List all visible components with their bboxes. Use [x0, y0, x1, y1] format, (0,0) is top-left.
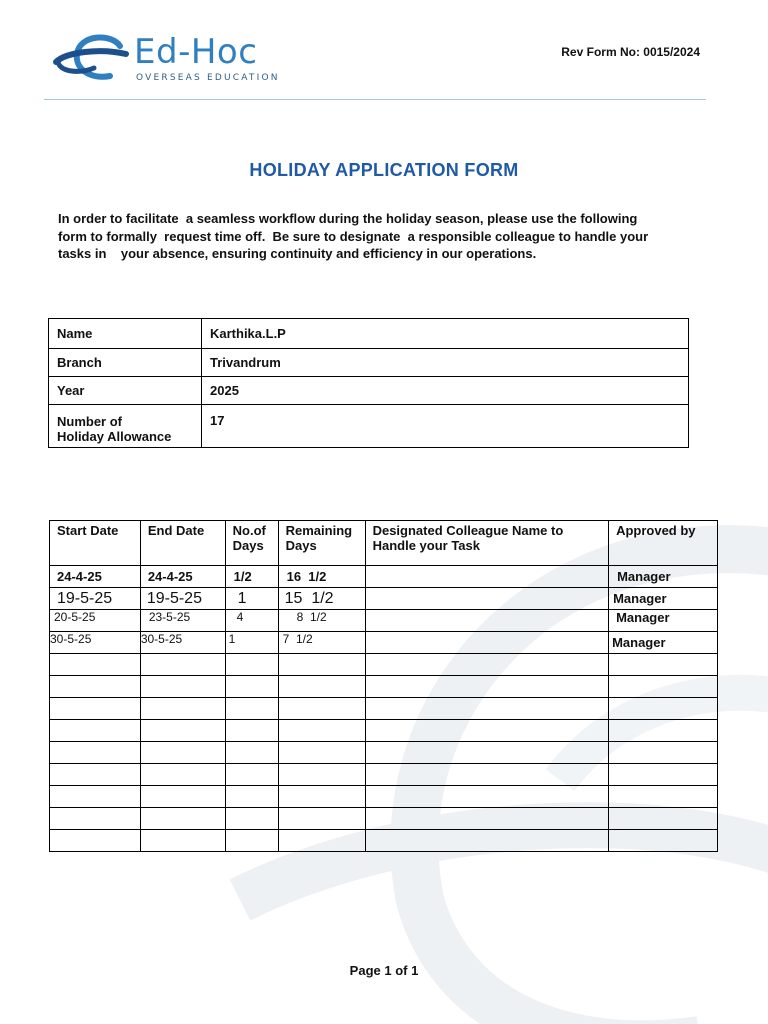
end-date-cell[interactable] [140, 654, 225, 676]
colleague-cell[interactable] [365, 786, 609, 808]
table-row-empty [50, 808, 718, 830]
days-cell[interactable]: 1 [225, 588, 278, 610]
header-line: Remaining [285, 523, 353, 538]
approved-by-cell[interactable] [609, 830, 718, 852]
end-date-cell[interactable]: 19-5-25 [140, 588, 225, 610]
allowance-label [49, 405, 202, 448]
colleague-cell[interactable] [365, 632, 609, 654]
start-date-cell[interactable] [50, 698, 141, 720]
days-cell[interactable] [225, 786, 278, 808]
table-row-empty [50, 786, 718, 808]
end-date-cell[interactable]: 30-5-25 [140, 632, 225, 654]
remaining-days-cell[interactable]: 15 1/2 [278, 588, 365, 610]
table-row-empty [50, 764, 718, 786]
approved-by-cell[interactable] [609, 720, 718, 742]
table-row [50, 610, 718, 632]
table-row-empty [50, 698, 718, 720]
header-line: No.of [232, 523, 266, 538]
approved-by-cell[interactable]: Manager [609, 632, 718, 654]
end-date-cell[interactable] [140, 808, 225, 830]
remaining-days-cell[interactable] [278, 654, 365, 676]
header-line: Designated Colleague Name to [372, 523, 564, 538]
intro-line: form to formally request time off. Be sure to designate a responsible colleague to handle your [58, 228, 649, 244]
table-row [50, 566, 718, 588]
days-cell[interactable] [225, 676, 278, 698]
rev-form-number: Rev Form No: 0015/2024 [561, 45, 700, 59]
days-cell[interactable]: 4 [225, 610, 278, 632]
approved-by-cell[interactable]: Manager [609, 588, 718, 610]
days-cell[interactable] [225, 654, 278, 676]
days-cell[interactable] [225, 764, 278, 786]
start-date-cell[interactable] [50, 742, 141, 764]
remaining-days-cell[interactable] [278, 676, 365, 698]
start-date-cell[interactable] [50, 830, 141, 852]
branch-label: Branch [49, 349, 202, 377]
end-date-cell[interactable] [140, 742, 225, 764]
days-cell[interactable] [225, 808, 278, 830]
end-date-cell[interactable] [140, 698, 225, 720]
table-row [50, 588, 718, 610]
leave-table-header-row [50, 521, 718, 566]
remaining-days-cell[interactable] [278, 808, 365, 830]
end-date-cell[interactable]: 23-5-25 [140, 610, 225, 632]
days-cell[interactable]: 1 [225, 632, 278, 654]
approved-by-cell[interactable] [609, 764, 718, 786]
intro-line: In order to facilitate a seamless workflow during the holiday season, please use the following [58, 211, 638, 226]
approved-by-cell[interactable] [609, 786, 718, 808]
remaining-days-cell[interactable] [278, 786, 365, 808]
start-date-cell[interactable] [50, 676, 141, 698]
colleague-cell[interactable] [365, 764, 609, 786]
remaining-days-cell[interactable] [278, 742, 365, 764]
remaining-days-cell[interactable] [278, 698, 365, 720]
employee-info-table [48, 318, 689, 448]
colleague-cell[interactable] [365, 720, 609, 742]
col-header-end-date: End Date [140, 521, 225, 566]
remaining-days-cell[interactable]: 8 1/2 [278, 610, 365, 632]
days-cell[interactable]: 1/2 [225, 566, 278, 588]
leave-log-table [49, 520, 718, 852]
name-label: Name [49, 319, 202, 349]
table-row-empty [50, 720, 718, 742]
approved-by-cell[interactable]: Manager [609, 610, 718, 632]
table-row-empty [50, 742, 718, 764]
allowance-label-line: Number of [57, 414, 122, 429]
start-date-cell[interactable]: 19-5-25 [50, 588, 141, 610]
days-cell[interactable] [225, 830, 278, 852]
table-row-empty [50, 654, 718, 676]
end-date-cell[interactable] [140, 676, 225, 698]
start-date-cell[interactable] [50, 654, 141, 676]
colleague-cell[interactable] [365, 698, 609, 720]
approved-by-cell[interactable] [609, 698, 718, 720]
approved-by-cell[interactable] [609, 808, 718, 830]
approved-by-cell[interactable] [609, 654, 718, 676]
colleague-cell[interactable] [365, 610, 609, 632]
header-divider [44, 99, 706, 100]
year-value[interactable]: 2025 [202, 377, 689, 405]
intro-paragraph [58, 210, 658, 263]
remaining-days-cell[interactable]: 16 1/2 [278, 566, 365, 588]
remaining-days-cell[interactable]: 7 1/2 [278, 632, 365, 654]
col-header-remaining-days [278, 521, 365, 566]
info-row-year [49, 377, 689, 405]
intro-line: tasks in your absence, ensuring continuity and efficiency in our operations. [58, 246, 537, 261]
colleague-cell[interactable] [365, 742, 609, 764]
colleague-cell[interactable] [365, 808, 609, 830]
col-header-start-date: Start Date [50, 521, 141, 566]
logo-swoosh-icon [50, 32, 132, 88]
header-line: Days [232, 538, 264, 553]
table-row-empty [50, 676, 718, 698]
colleague-cell[interactable] [365, 566, 609, 588]
page-title: HOLIDAY APPLICATION FORM [249, 160, 519, 180]
end-date-cell[interactable]: 24-4-25 [140, 566, 225, 588]
days-cell[interactable] [225, 698, 278, 720]
start-date-cell[interactable]: 30-5-25 [50, 632, 141, 654]
end-date-cell[interactable] [140, 786, 225, 808]
header-line: Handle your Task [372, 538, 480, 553]
end-date-cell[interactable] [140, 830, 225, 852]
colleague-cell[interactable] [365, 676, 609, 698]
allowance-value[interactable]: 17 [202, 405, 689, 448]
branch-value[interactable]: Trivandrum [202, 349, 689, 377]
days-cell[interactable] [225, 720, 278, 742]
info-row-allowance [49, 405, 689, 448]
start-date-cell[interactable] [50, 764, 141, 786]
header-line: Days [285, 538, 317, 553]
col-header-approved-by: Approved by [609, 521, 718, 566]
start-date-cell[interactable] [50, 808, 141, 830]
info-row-branch [49, 349, 689, 377]
colleague-cell[interactable] [365, 654, 609, 676]
days-cell[interactable] [225, 742, 278, 764]
logo-subtitle: OVERSEAS EDUCATION [136, 73, 280, 83]
col-header-colleague [365, 521, 609, 566]
remaining-days-cell[interactable] [278, 764, 365, 786]
allowance-label-line: Holiday Allowance [57, 429, 172, 444]
name-value[interactable]: Karthika.L.P [202, 319, 689, 349]
col-header-days [225, 521, 278, 566]
table-row [50, 632, 718, 654]
page-number: Page 1 of 1 [349, 963, 419, 978]
start-date-cell[interactable] [50, 720, 141, 742]
table-row-empty [50, 830, 718, 852]
start-date-cell[interactable]: 24-4-25 [50, 566, 141, 588]
approved-by-cell[interactable] [609, 742, 718, 764]
info-row-name [49, 319, 689, 349]
start-date-cell[interactable]: 20-5-25 [50, 610, 141, 632]
logo-name: Ed-Hoc [134, 32, 258, 72]
start-date-cell[interactable] [50, 786, 141, 808]
remaining-days-cell[interactable] [278, 720, 365, 742]
colleague-cell[interactable] [365, 830, 609, 852]
colleague-cell[interactable] [365, 588, 609, 610]
approved-by-cell[interactable] [609, 676, 718, 698]
end-date-cell[interactable] [140, 720, 225, 742]
year-label: Year [49, 377, 202, 405]
approved-by-cell[interactable]: Manager [609, 566, 718, 588]
logo [50, 32, 290, 88]
remaining-days-cell[interactable] [278, 830, 365, 852]
end-date-cell[interactable] [140, 764, 225, 786]
